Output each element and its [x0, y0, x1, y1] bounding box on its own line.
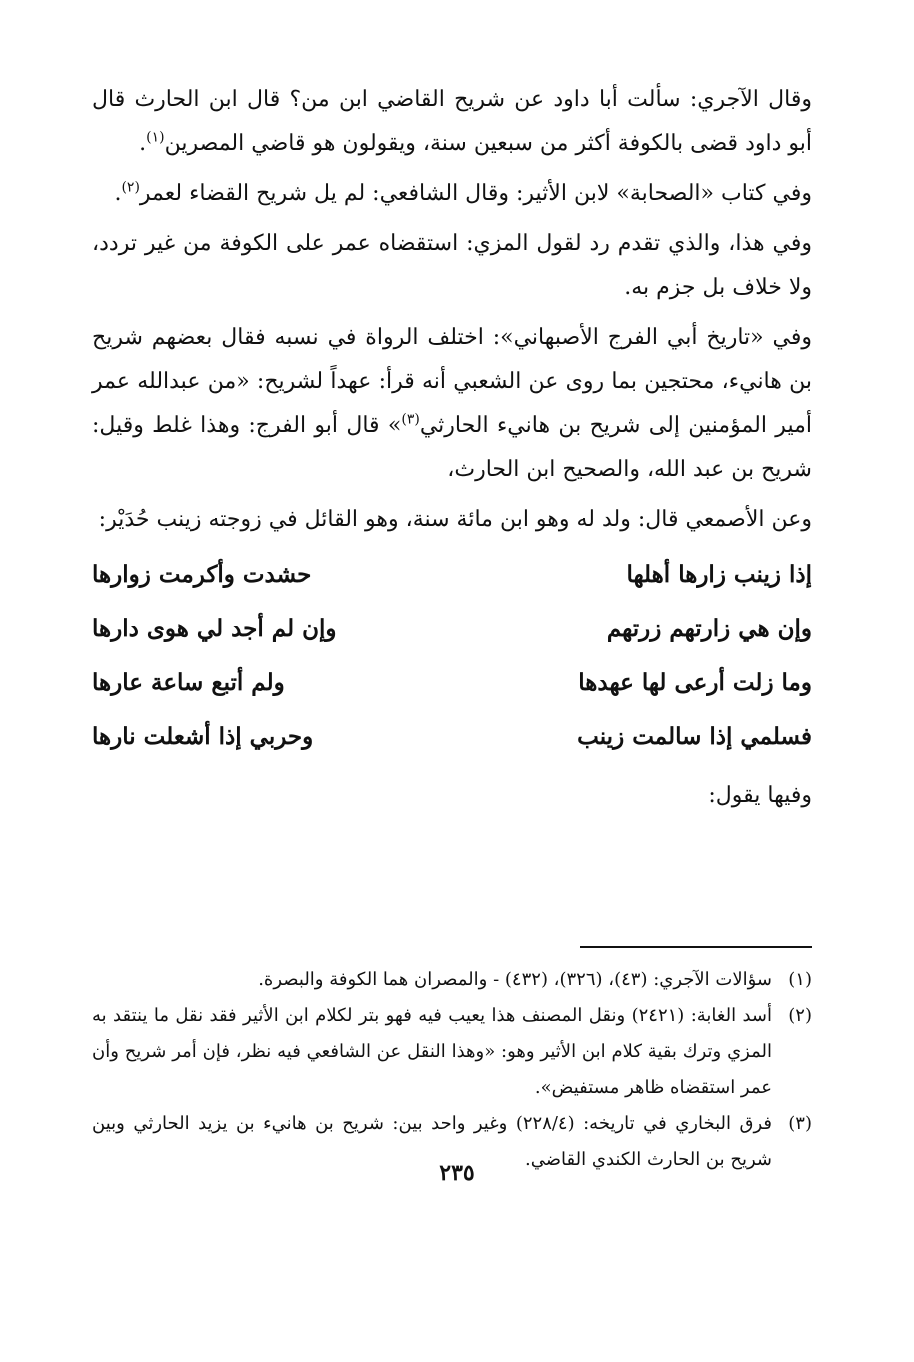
footnotes	[92, 962, 812, 1178]
verse-second-hemistich: ولم أتبع ساعة عارها	[92, 669, 285, 696]
poem-verse	[92, 710, 812, 764]
footnote-ref[interactable]: (٢)	[121, 179, 140, 196]
paragraph-end: .	[139, 131, 147, 156]
poem-verse	[92, 602, 812, 656]
paragraph-text: وفي كتاب «الصحابة» لابن الأثير: وقال الشافعي: لم يل شريح القضاء لعمر	[139, 181, 812, 206]
footnote-ref[interactable]: (٣)	[401, 411, 420, 428]
verse-first-hemistich: وما زلت أرعى لها عهدها	[578, 669, 812, 696]
main-text	[92, 78, 812, 1170]
footnote-number: (١)	[788, 969, 812, 990]
page-number: ٢٣٥	[439, 1160, 475, 1186]
verse-first-hemistich: إذا زينب زارها أهلها	[626, 561, 812, 588]
poem	[92, 548, 812, 764]
verse-first-hemistich: وإن هي زارتهم زرتهم	[606, 615, 812, 642]
verse-first-hemistich: فسلمي إذا سالمت زينب	[577, 723, 812, 750]
paragraph-1	[92, 78, 812, 166]
verse-second-hemistich: وحربي إذا أشعلت نارها	[92, 723, 314, 750]
footnote	[92, 962, 812, 998]
footnote-text: فرق البخاري في تاريخه: (٢٢٨/٤) وغير واحد بين: شريح بن هانيء بن يزيد الحارثي وبين شريح بن الحارث الكندي القاضي.	[92, 1113, 773, 1170]
footnote-text: أسد الغابة: (٢٤٢١) ونقل المصنف هذا يعيب فيه فهو بتر لكلام ابن الأثير فقد نقل ما ينتقد به المزي وترك بقية كلام ابن الأثير وهو: «وهذا النقل عن الشافعي فيه نظر، فإن أمر شريح وأن عمر استقضاه ظاهر مستفيض».	[92, 1005, 773, 1098]
verse-second-hemistich: حشدت وأكرمت زوارها	[92, 561, 312, 588]
poem-verse	[92, 656, 812, 710]
footnote-number: (٢)	[788, 1005, 812, 1026]
paragraph-5	[92, 498, 812, 542]
poem-verse	[92, 548, 812, 602]
paragraph-4	[92, 316, 812, 492]
paragraph-end: » قال أبو الفرج: وهذا غلط وقيل: شريح بن عبد الله، والصحيح ابن الحارث،	[92, 413, 812, 482]
after-poem-text: وفيها يقول:	[708, 783, 812, 808]
footnote-text: سؤالات الآجري: (٤٣)، (٣٢٦)، (٤٣٢) - والمصران هما الكوفة والبصرة.	[258, 969, 772, 990]
footnote-ref[interactable]: (١)	[146, 129, 165, 146]
paragraph-3	[92, 222, 812, 310]
footnote-number: (٣)	[788, 1113, 812, 1134]
paragraph-text: وفي هذا، والذي تقدم رد لقول المزي: استقضاه عمر على الكوفة من غير تردد، ولا خلاف بل جزم به.	[92, 231, 812, 300]
verse-second-hemistich: وإن لم أجد لي هوى دارها	[92, 615, 337, 642]
footnote-divider	[580, 946, 812, 948]
paragraph-2	[92, 172, 812, 216]
paragraph-text: وقال الآجري: سألت أبا داود عن شريح القاضي ابن من؟ قال ابن الحارث قال أبو داود قضى بالكوفة أكثر من سبعين سنة، ويقولون هو قاضي المصرين	[92, 87, 812, 156]
footnote	[92, 998, 812, 1106]
paragraph-end: .	[114, 181, 122, 206]
paragraph-text: وعن الأصمعي قال: ولد له وهو ابن مائة سنة، وهو القائل في زوجته زينب حُدَيْر:	[98, 507, 812, 532]
paragraph-text: وفي «تاريخ أبي الفرج الأصبهاني»: اختلف الرواة في نسبه فقال بعضهم شريح بن هانيء، محتجين بما روى عن الشعبي أنه قرأ: عهداً لشريح: «من عبدالله عمر أمير المؤمنين إلى شريح بن هانيء الحارثي	[92, 325, 812, 438]
